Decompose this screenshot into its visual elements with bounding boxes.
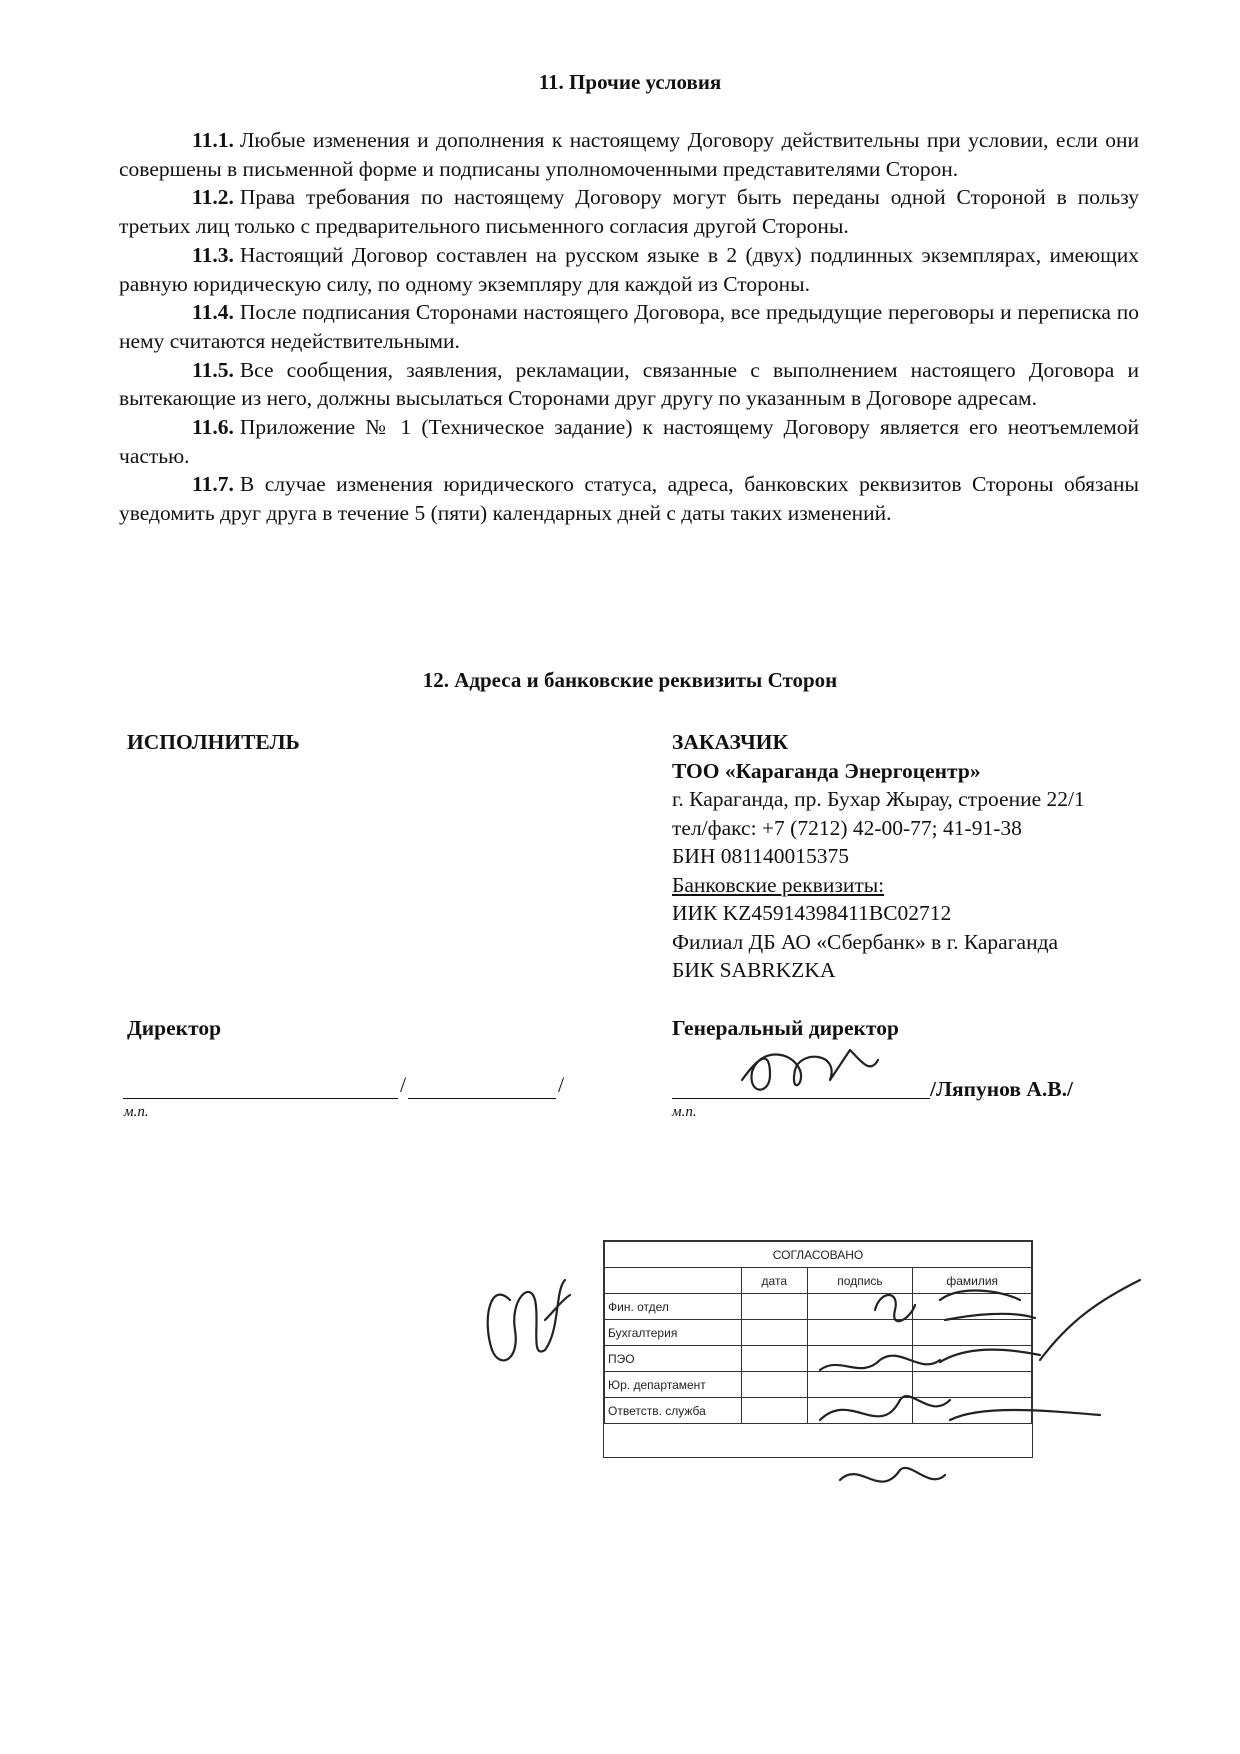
executor-slash: /: [400, 1072, 407, 1097]
executor-slash: /: [558, 1072, 565, 1097]
clause: [119, 470, 1139, 527]
section-12-title: 12. Адреса и банковские реквизиты Сторон: [422, 668, 838, 692]
stamp-signature: [1040, 1280, 1140, 1360]
margin-signature: [488, 1280, 570, 1360]
clause-text: Права требования по настоящему Договору могут быть переданы одной Стороной в пользу третьих лиц только с предварительного письменного согласия другой Стороны.: [119, 185, 1139, 239]
stamp-row-label: Фин. отдел: [605, 1294, 742, 1320]
executor-position: Директор: [127, 1016, 222, 1040]
clause-number: 11.1.: [192, 128, 234, 152]
executor-stamp-place: м.п.: [124, 1104, 149, 1120]
stamp-column-date: дата: [742, 1268, 808, 1294]
clause-text: Настоящий Договор составлен на русском языке в 2 (двух) подлинных экземплярах, имеющих равную юридическую силу, по одному экземпляру для каждой из Стороны.: [119, 242, 1139, 296]
customer-bik: БИК SABRKZKA: [672, 958, 836, 982]
executor-name-line: [408, 1098, 556, 1099]
stamp-row-label: Бухгалтерия: [605, 1320, 742, 1346]
clause: [119, 413, 1139, 470]
section-11-title: 11. Прочие условия: [538, 70, 722, 94]
clause: [119, 356, 1139, 413]
clause-number: 11.3.: [192, 242, 234, 267]
customer-signer: /Ляпунов А.В./: [930, 1077, 1073, 1101]
stamp-signature: [840, 1468, 945, 1482]
customer-address: г. Караганда, пр. Бухар Жырау, строение 22/1: [672, 787, 1085, 811]
clause-text: После подписания Сторонами настоящего Договора, все предыдущие переговоры и переписка по нему считаются недействительными.: [119, 300, 1139, 353]
clause-number: 11.6.: [192, 415, 234, 440]
clause-number: 11.5.: [192, 357, 234, 382]
customer-position: Генеральный директор: [672, 1016, 899, 1040]
clause: [119, 126, 1139, 183]
clause-text: Приложение № 1 (Техническое задание) к настоящему Договору является его неотъемлемой частью.: [119, 415, 1139, 468]
stamp-column-signature: подпись: [807, 1268, 913, 1294]
section-11-clauses: [119, 126, 1139, 528]
executor-heading: ИСПОЛНИТЕЛЬ: [127, 730, 300, 754]
stamp-row-label: Юр. департамент: [605, 1372, 742, 1398]
clause: [119, 183, 1139, 240]
clause: [119, 298, 1139, 355]
clause-number: 11.4.: [192, 300, 234, 325]
clause-text: Любые изменения и дополнения к настоящему Договору действительны при условии, если они совершены в письменной форме и подписаны уполномоченными представителями Сторон.: [119, 128, 1139, 181]
customer-signature-line: [672, 1098, 930, 1099]
stamp-column-surname: фамилия: [913, 1268, 1032, 1294]
executor-signature-line: [123, 1098, 398, 1099]
stamp-title: СОГЛАСОВАНО: [605, 1242, 1032, 1268]
clause: [119, 241, 1139, 298]
customer-phone: тел/факс: +7 (7212) 42-00-77; 41-91-38: [672, 815, 1022, 840]
customer-heading: ЗАКАЗЧИК: [672, 730, 789, 754]
clause-text: В случае изменения юридического статуса, адреса, банковских реквизитов Стороны обязаны уведомить друг друга в течение 5 (пяти) календарных дней с даты таких изменений.: [119, 472, 1139, 526]
stamp-row-label: Ответств. служба: [605, 1398, 742, 1424]
customer-bank-label: Банковские реквизиты:: [672, 872, 885, 897]
customer-details: [672, 728, 1085, 985]
customer-bank: Филиал ДБ АО «Сбербанк» в г. Караганда: [672, 929, 1059, 954]
clause-number: 11.2.: [192, 185, 234, 210]
stamp-row-label: ПЭО: [605, 1346, 742, 1372]
approval-stamp: [603, 1240, 1033, 1458]
customer-company: ТОО «Караганда Энергоцентр»: [672, 758, 981, 783]
clause-text: Все сообщения, заявления, рекламации, связанные с выполнением настоящего Договора и вытекающие из него, должны высылаться Сторонами друг другу по указанным в Договоре адресам.: [119, 357, 1139, 411]
customer-stamp-place: м.п.: [672, 1104, 697, 1120]
customer-iik: ИИК KZ45914398411BC02712: [672, 901, 952, 925]
director-signature: [742, 1050, 878, 1090]
clause-number: 11.7.: [192, 472, 234, 497]
customer-bin: БИН 081140015375: [672, 844, 849, 868]
